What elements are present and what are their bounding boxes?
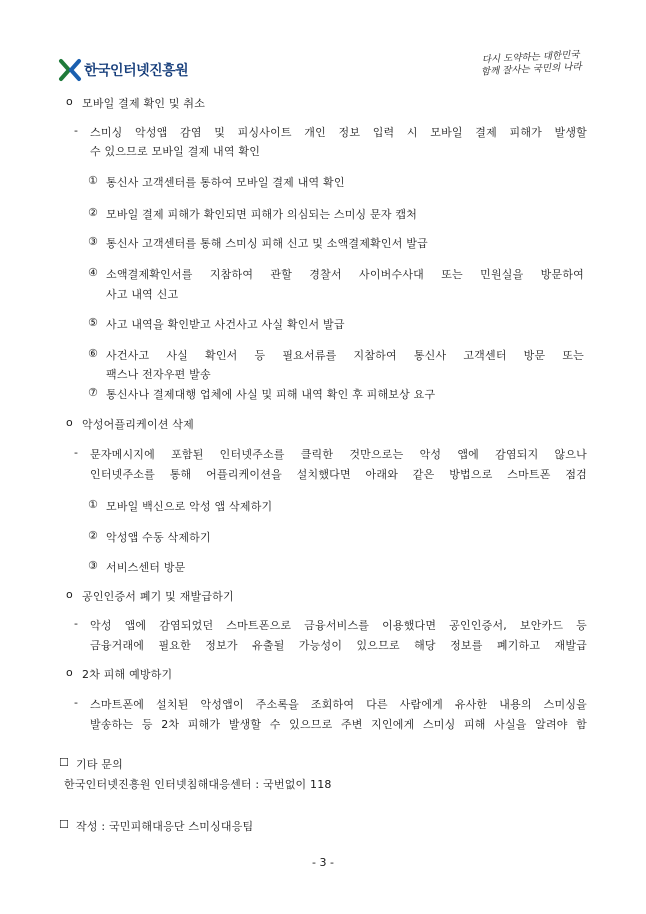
section-2-title: 악성어플리케이션 삭제: [82, 418, 194, 431]
section-3-desc-line-2: 금융거래에 필요한 정보가 유출될 가능성이 있으므로 해당 정보를 폐기하고 재발급: [90, 639, 587, 652]
s2-step-2-text: 악성앱 수동 삭제하기: [106, 531, 211, 544]
s1-step-2-text: 모바일 결제 피해가 확인되면 피해가 의심되는 스미싱 문자 캡처: [106, 208, 418, 221]
s1-step-4-number: ④: [88, 266, 99, 279]
s1-step-2-number: ②: [88, 206, 99, 219]
section-1-bullet: o: [66, 95, 73, 108]
s1-step-6-text-cont: 팩스나 전자우편 발송: [106, 368, 211, 381]
s1-step-5-number: ⑤: [88, 316, 99, 329]
author-checkbox-icon: ☐: [59, 818, 70, 831]
contact-line: 한국인터넷진흥원 인터넷침해대응센터 : 국번없이 118: [64, 778, 332, 791]
author-line: 작성 : 국민피해대응단 스미싱대응팀: [76, 820, 254, 833]
s2-step-3-text: 서비스센터 방문: [106, 561, 186, 574]
s1-step-7-text: 통신사나 결제대행 업체에 사실 및 피해 내역 확인 후 피해보상 요구: [106, 388, 436, 401]
section-4-dash: -: [74, 696, 79, 709]
kisa-logo-icon: [58, 58, 82, 82]
s1-step-4-text-cont: 사고 내역 신고: [106, 288, 179, 301]
section-1-desc-line-2: 수 있으므로 모바일 결제 내역 확인: [90, 145, 261, 158]
section-2-bullet: o: [66, 416, 73, 429]
section-1-desc-line-1: 스미싱 악성앱 감염 및 피싱사이트 개인 정보 입력 시 모바일 결제 피해가 발생할: [90, 126, 587, 139]
section-1-dash: -: [74, 124, 79, 137]
s2-step-3-number: ③: [88, 559, 99, 572]
s2-step-1-text: 모바일 백신으로 악성 앱 삭제하기: [106, 500, 273, 513]
kisa-logo: [58, 58, 188, 82]
section-2-desc-line-2: 인터넷주소를 통해 어플리케이션을 설치했다면 아래와 같은 방법으로 스마트폰 점검: [90, 468, 587, 481]
slogan-line-2: 함께 잘사는 국민의 나라: [480, 61, 582, 78]
contact-title: 기타 문의: [76, 758, 124, 771]
section-3-title: 공인인증서 폐기 및 재발급하기: [82, 590, 234, 603]
s1-step-6-text: 사건사고 사실 확인서 등 필요서류를 지참하여 통신사 고객센터 방문 또는: [106, 349, 584, 362]
section-2-desc-line-1: 문자메시지에 포함된 인터넷주소를 클릭한 것만으로는 악성 앱에 감염되지 않으나: [90, 448, 587, 461]
s1-step-5-text: 사고 내역을 확인받고 사건사고 사실 확인서 발급: [106, 318, 345, 331]
s1-step-1-text: 통신사 고객센터를 통하여 모바일 결제 내역 확인: [106, 176, 345, 189]
s1-step-6-number: ⑥: [88, 347, 99, 360]
section-3-bullet: o: [66, 588, 73, 601]
section-1-title: 모바일 결제 확인 및 취소: [82, 97, 206, 110]
s1-step-3-text: 통신사 고객센터를 통해 스미싱 피해 신고 및 소액결제확인서 발급: [106, 237, 428, 250]
section-4-title: 2차 피해 예방하기: [82, 668, 173, 681]
section-4-desc-line-2: 발송하는 등 2차 피해가 발생할 수 있으므로 주변 지인에게 스미싱 피해 사실을 알려야 함: [90, 718, 587, 731]
section-2-dash: -: [74, 446, 79, 459]
logo-text: 한국인터넷진흥원: [84, 63, 189, 79]
section-4-desc-line-1: 스마트폰에 설치된 악성앱이 주소록을 조회하여 다른 사람에게 유사한 내용의 스미싱을: [90, 698, 587, 711]
section-3-dash: -: [74, 617, 79, 630]
s1-step-1-number: ①: [88, 174, 99, 187]
section-4-bullet: o: [66, 666, 73, 679]
section-3-desc-line-1: 악성 앱에 감염되었던 스마트폰으로 금융서비스를 이용했다면 공인인증서, 보안카드 등: [90, 619, 587, 632]
slogan-line-1: 다시 도약하는 대한민국: [481, 49, 580, 66]
s2-step-2-number: ②: [88, 529, 99, 542]
slogan-signature: [475, 49, 586, 79]
s1-step-3-number: ③: [88, 235, 99, 248]
s1-step-4-text: 소액결제확인서를 지참하여 관할 경찰서 사이버수사대 또는 민원실을 방문하여: [106, 268, 584, 281]
page-number: - 3 -: [312, 856, 334, 869]
s2-step-1-number: ①: [88, 498, 99, 511]
contact-checkbox-icon: ☐: [59, 756, 70, 769]
s1-step-7-number: ⑦: [88, 386, 99, 399]
